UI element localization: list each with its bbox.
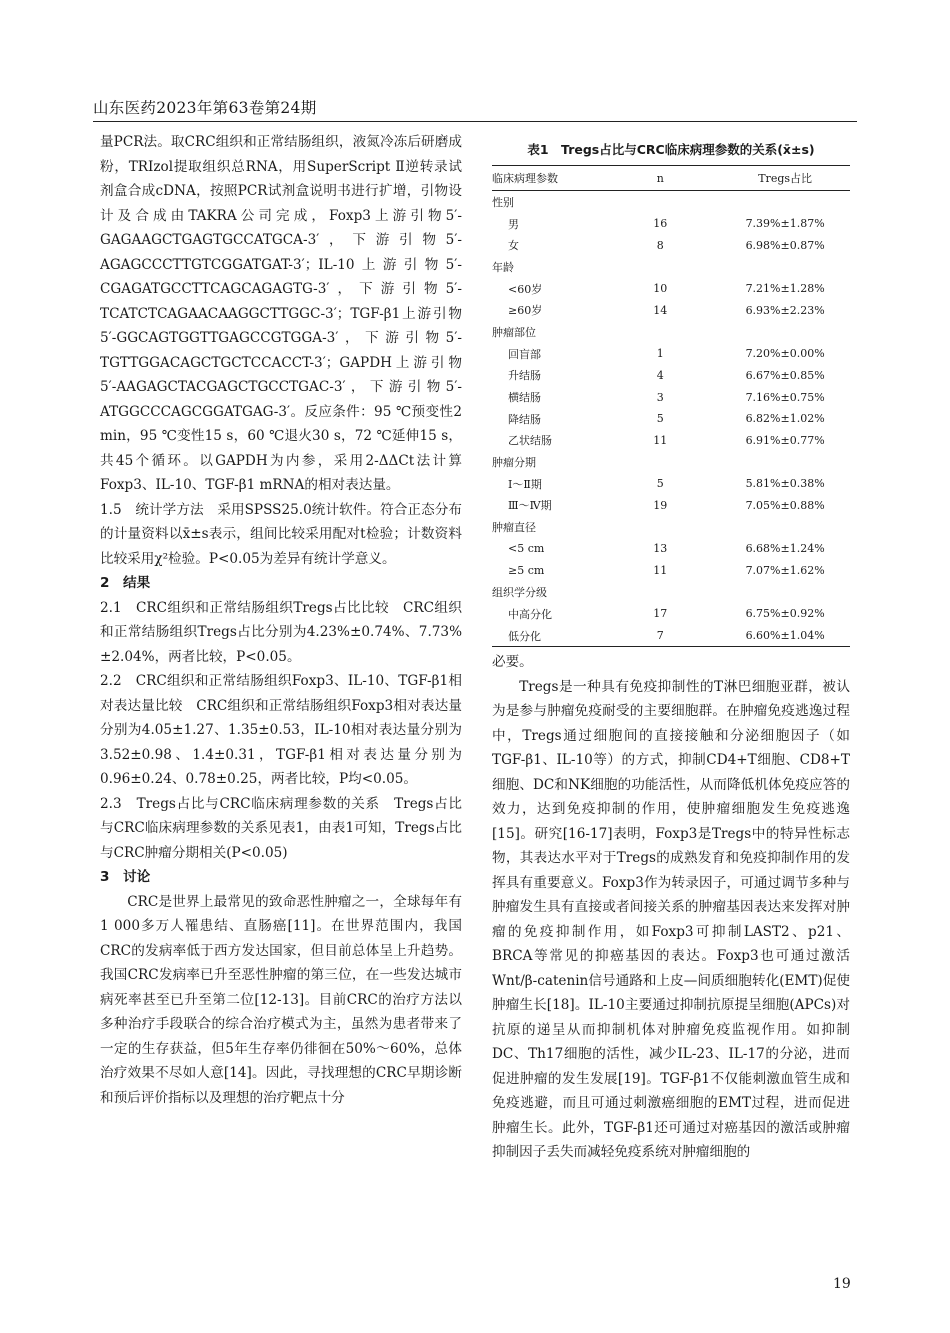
methods-paragraph-pcr: 量PCR法。取CRC组织和正常结肠组织，液氮冷冻后研磨成粉，TRIzol提取组织总RNA，用SuperScript Ⅱ逆转录试剂盒合成cDNA，按照PCR试剂盒说明书进行扩增，引物设计及合成由TAKRA公司完成，Foxp3上游引物5′-GAGAAGCTGAGTGCCATGCA-3′，下游引物5′-AGAGCCCTTGTCGGATGAT-3′；IL-10上游引物5′-CGAGATGCCTTCAGCAGAGTG-3′，下游引物5′-TCATCTCAGAACAAGGCTTGGC-3′；TGF-β1上游引物5′-GGCAGTGGTTGAGCCGTGGA-3′，下游引物5′-TGTTGGACAGCTGCTCCACCT-3′；GAPDH上游引物5′-AAGAGCTACGAGCTGCCTGAC-3′，下游引物5′-ATGGCCCAGCGGATGAG-3′。反应条件：95 ℃预变性2 min，95 ℃变性15 s，60 ℃退火30 s，72 ℃延伸15 s，共45个循环。以GAPDH为内参，采用2-ΔΔCt法计算Foxp3、IL-10、TGF-β1 mRNA的相对表达量。 [100, 134, 462, 493]
row-value: 7.39%±1.87% [745, 217, 825, 231]
row-value: 7.21%±1.28% [745, 282, 825, 296]
row-label: ≥5 cm [508, 564, 545, 578]
table-row [492, 278, 850, 300]
row-label: 性别 [492, 195, 514, 209]
table-row [492, 560, 850, 582]
row-value: 6.75%±0.92% [745, 607, 825, 621]
row-value [720, 256, 850, 278]
row-value: 7.16%±0.75% [745, 390, 825, 404]
row-label: 回盲部 [508, 347, 541, 361]
header-tregs: Tregs占比 [758, 172, 813, 185]
table-row [492, 473, 850, 495]
row-label: 男 [508, 217, 519, 231]
table-header-row [492, 166, 850, 191]
row-value: 6.93%±2.23% [745, 303, 825, 317]
row-label: 年龄 [492, 260, 514, 274]
row-label: 升结肠 [508, 369, 541, 383]
row-label: Ⅲ～Ⅳ期 [508, 499, 552, 513]
page-number: 19 [833, 1276, 851, 1292]
table-row [492, 256, 850, 278]
row-label: Ⅰ～Ⅱ期 [508, 477, 542, 491]
row-value [720, 191, 850, 213]
row-n [600, 451, 720, 473]
header-n: n [656, 171, 664, 185]
row-label: 横结肠 [508, 391, 541, 405]
row-n: 13 [653, 542, 668, 556]
methods-paragraph-statistics: 1.5 统计学方法 采用SPSS25.0统计软件。符合正态分布的计量资料以x̄±s表示，组间比较采用配对t检验；计数资料比较采用χ²检验。P<0.05为差异有统计学意义。 [100, 501, 462, 567]
right-column [492, 650, 850, 1165]
row-value: 7.07%±1.62% [745, 564, 825, 578]
discussion-paragraph-2: Tregs是一种具有免疫抑制性的T淋巴细胞亚群，被认为是参与肿瘤免疫耐受的主要细胞群。在肿瘤免疫逃逸过程中，Tregs通过细胞间的直接接触和分泌细胞因子（如TGF-β1、IL-10等）的方式，抑制CD4+T细胞、CD8+T细胞、DC和NK细胞的功能活性，从而降低机体免疫应答的效力，达到免疫抑制的作用，使肿瘤细胞发生免疫逃逸[15]。研究[16-17]表明，Foxp3是Tregs中的特异性标志物，其表达水平对于Tregs的成熟发育和免疫抑制作用的发挥具有重要意义。Foxp3作为转录因子，可通过调节多种与肿瘤发生具有直接或者间接关系的肿瘤基因表达来发挥对肿瘤的免疫抑制作用，如Foxp3可抑制LAST2、p21、BRCA等常见的抑癌基因的表达。Foxp3也可通过激活Wnt/β-catenin信号通路和上皮—间质细胞转化(EMT)促使肿瘤生长[18]。IL-10主要通过抑制抗原提呈细胞(APCs)对抗原的递呈从而抑制机体对肿瘤免疫监视作用。如抑制DC、Th17细胞的活性，减少IL-23、IL-17的分泌，进而促进肿瘤的发生发展[19]。TGF-β1不仅能刺激血管生成和免疫逃避，而且可通过刺激癌细胞的EMT过程，进而促进肿瘤生长。此外，TGF-β1还可通过对癌基因的激活或肿瘤抑制因子丢失而减轻免疫系统对肿瘤细胞的 [492, 678, 850, 1160]
results-2-3: 2.3 Tregs占比与CRC临床病理参数的关系 Tregs占比与CRC临床病理参数的关系见表1，由表1可知，Tregs占比与CRC肿瘤分期相关(P<0.05) [100, 795, 462, 861]
journal-header: 山东医药2023年第63卷第24期 [93, 99, 317, 117]
table-row [492, 408, 850, 430]
row-value: 6.91%±0.77% [745, 433, 825, 447]
results-2-2: 2.2 CRC组织和正常结肠组织Foxp3、IL-10、TGF-β1相对表达量比较 CRC组织和正常结肠组织Foxp3相对表达量分别为4.05±1.27、1.35±0.53，IL-10相对表达量分别为3.52±0.98、1.4±0.31，TGF-β1相对表达量分别为0.96±0.24、0.78±0.25，两者比较，P均<0.05。 [100, 673, 462, 787]
row-n [600, 581, 720, 603]
row-label: 组织学分级 [492, 586, 547, 600]
row-value: 6.60%±1.04% [745, 629, 825, 643]
row-value [720, 516, 850, 538]
table-row [492, 365, 850, 387]
table-row [492, 321, 850, 343]
row-n: 1 [656, 347, 664, 361]
row-n: 4 [656, 368, 664, 382]
row-label: 肿瘤部位 [492, 325, 536, 339]
table-row [492, 625, 850, 647]
row-value [720, 321, 850, 343]
table-row [492, 191, 850, 213]
discussion-continuation: 必要。 [492, 654, 533, 670]
row-n: 17 [653, 607, 668, 621]
left-column [100, 130, 462, 1110]
table-row [492, 603, 850, 625]
row-label: 低分化 [508, 629, 541, 643]
row-n [600, 321, 720, 343]
row-n: 10 [653, 282, 668, 296]
table-row [492, 581, 850, 603]
results-2-1: 2.1 CRC组织和正常结肠组织Tregs占比比较 CRC组织和正常结肠组织Tregs占比分别为4.23%±0.74%、7.73%±2.04%，两者比较，P<0.05。 [100, 599, 462, 665]
results-heading: 2 结果 [100, 575, 151, 591]
row-label: 降结肠 [508, 412, 541, 426]
row-n: 3 [656, 390, 664, 404]
row-n: 14 [653, 303, 668, 317]
table-row [492, 386, 850, 408]
row-value: 7.20%±0.00% [745, 347, 825, 361]
row-label: 肿瘤分期 [492, 456, 536, 470]
row-value: 6.67%±0.85% [745, 368, 825, 382]
table-row [492, 234, 850, 256]
row-label: 乙状结肠 [508, 434, 552, 448]
row-n [600, 256, 720, 278]
table-row [492, 213, 850, 235]
row-n [600, 516, 720, 538]
row-label: <5 cm [508, 542, 545, 556]
table-row [492, 451, 850, 473]
row-n: 11 [653, 564, 668, 578]
table-row [492, 299, 850, 321]
row-n: 11 [653, 433, 668, 447]
row-value: 6.82%±1.02% [745, 412, 825, 426]
clinical-table [492, 165, 850, 647]
header-rule [93, 121, 857, 122]
row-n: 8 [656, 238, 664, 252]
row-n [600, 191, 720, 213]
row-value: 5.81%±0.38% [745, 477, 825, 491]
table-title: 表1 Tregs占比与CRC临床病理参数的关系(x̄±s) [527, 142, 815, 157]
row-value [720, 451, 850, 473]
table-1 [492, 140, 850, 647]
discussion-heading: 3 讨论 [100, 869, 151, 885]
table-row [492, 495, 850, 517]
row-n: 19 [653, 498, 668, 512]
table-row [492, 343, 850, 365]
row-n: 5 [656, 412, 664, 426]
row-label: <60岁 [508, 282, 543, 296]
row-n: 5 [656, 477, 664, 491]
table-row [492, 538, 850, 560]
discussion-paragraph-1: CRC是世界上最常见的致命恶性肿瘤之一，全球每年有1 000多万人罹患结、直肠癌[11]。在世界范围内，我国CRC的发病率低于西方发达国家，但目前总体呈上升趋势。我国CRC发病率已升至恶性肿瘤的第三位，在一些发达城市病死率甚至已升至第二位[12-13]。目前CRC的治疗方法以多种治疗手段联合的综合治疗模式为主，虽然为患者带来了一定的生存获益，但5年生存率仍徘徊在50%～60%，总体治疗效果不尽如人意[14]。因此，寻找理想的CRC早期诊断和预后评价指标以及理想的治疗靶点十分 [100, 893, 462, 1106]
row-label: 肿瘤直径 [492, 521, 536, 535]
row-value: 7.05%±0.88% [745, 498, 825, 512]
row-n: 16 [653, 217, 668, 231]
row-value: 6.68%±1.24% [745, 542, 825, 556]
table-row [492, 516, 850, 538]
row-value [720, 581, 850, 603]
table-row [492, 430, 850, 452]
row-label: ≥60岁 [508, 304, 543, 318]
header-parameter: 临床病理参数 [492, 172, 558, 185]
row-n: 7 [656, 629, 664, 643]
row-value: 6.98%±0.87% [745, 238, 825, 252]
row-label: 女 [508, 239, 519, 253]
row-label: 中高分化 [508, 607, 552, 621]
